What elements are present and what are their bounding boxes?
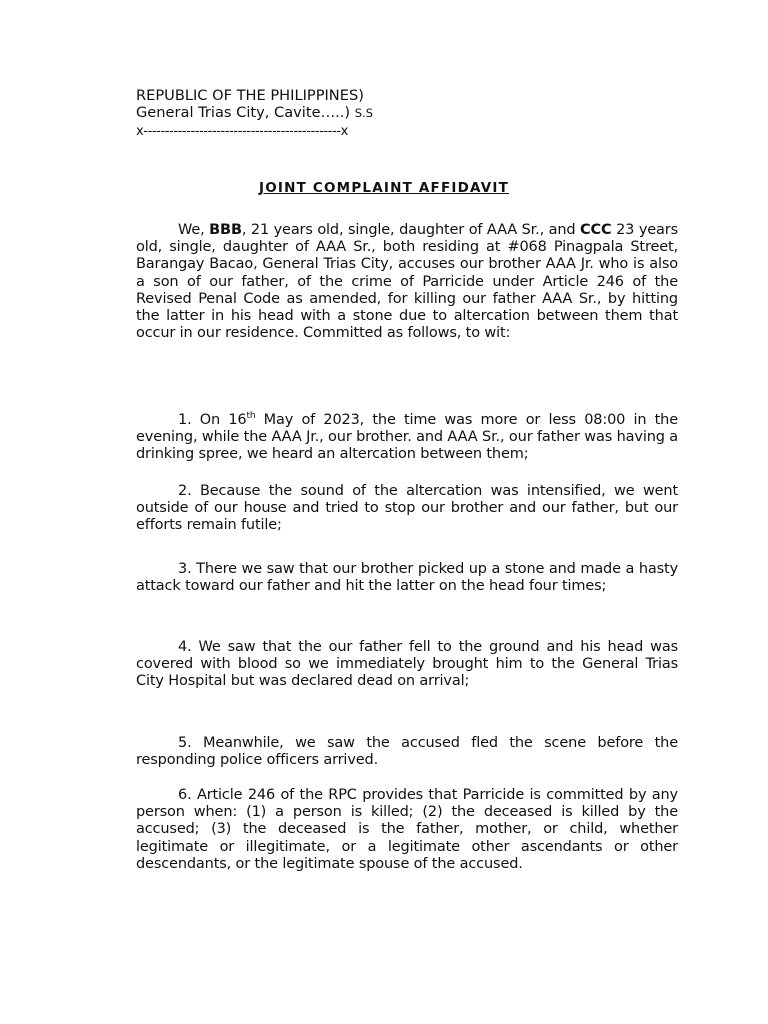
name-bbb: BBB <box>209 222 242 238</box>
item-1-paragraph <box>136 412 678 464</box>
intro-text-2: , 21 years old, single, daughter of AAA Sr., and <box>241 222 581 238</box>
item-6-paragraph: 6. Article 246 of the RPC provides that Parricide is committed by any person when: (1) a person is killed; (2) the deceased is killed by the accused; (3) the deceased is the father, mother, or child, whether legitimate or illegitimate, or a legitimate other ascendants or other descendants, or the legitimate spouse of the accused. <box>136 787 678 872</box>
item-4-paragraph: 4. We saw that the our father fell to the ground and his head was covered with blood so we immediately brought him to the General Trias City Hospital but was declared dead on arrival; <box>136 639 678 690</box>
intro-text-3: 23 years old, single, daughter of AAA Sr., both residing at #068 Pinagpala Street, Barangay Bacao, General Trias City, accuses our brother AAA Jr. who is also a son of our father, of the crime of Parricide under Article 246 of the Revised Penal Code as amended, for killing our father AAA Sr., by hitting the latter in his head with a stone due to altercation between them that occur in our residence. Committed as follows, to wit: <box>136 222 678 342</box>
item-2-paragraph: 2. Because the sound of the altercation was intensified, we went outside of our house and tried to stop our brother and our father, but our efforts remain futile; <box>136 483 678 534</box>
header-separator: x----------------------------------------------x <box>136 124 348 139</box>
document-header <box>136 87 696 140</box>
intro-paragraph <box>136 222 678 342</box>
item-1-superscript: th <box>246 411 256 422</box>
item-1-text-post: May of 2023, the time was more or less 08:00 in the evening, while the AAA Jr., our brother. and AAA Sr., our father was having a drinking spree, we heard an altercation between them; <box>136 412 678 463</box>
header-ss: S.S <box>354 106 374 120</box>
item-1-text-pre: 1. On 16 <box>178 412 247 428</box>
intro-text-1: We, <box>178 222 210 238</box>
header-city-text: General Trias City, Cavite…..) <box>136 104 351 121</box>
item-5-paragraph: 5. Meanwhile, we saw the accused fled the scene before the responding police officers arrived. <box>136 735 678 769</box>
header-republic-line: REPUBLIC OF THE PHILIPPINES) <box>136 87 364 104</box>
item-3-paragraph: 3. There we saw that our brother picked up a stone and made a hasty attack toward our father and hit the latter on the head four times; <box>136 561 678 595</box>
document-title: JOINT COMPLAINT AFFIDAVIT <box>258 180 510 196</box>
header-city-line <box>136 104 696 122</box>
name-ccc: CCC <box>580 222 612 238</box>
